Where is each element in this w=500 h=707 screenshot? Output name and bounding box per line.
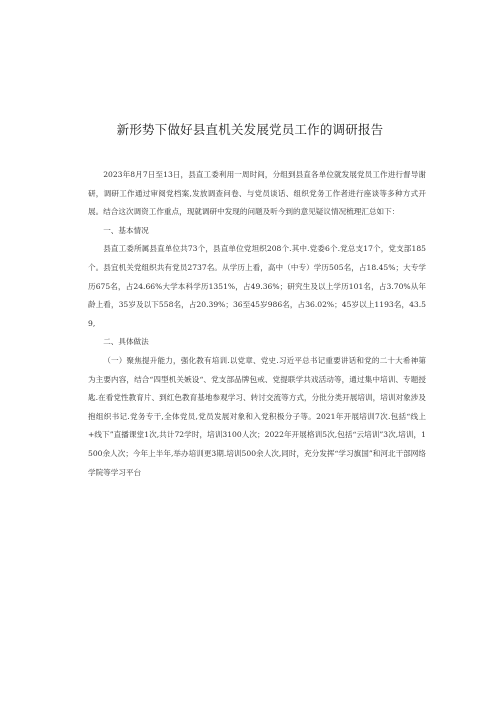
document-body [88,166,426,482]
paragraph-practice: （一）聚焦提升能力，强化教有培训.以党章、党史.习近平总书记重要讲话和党的二十大希神第为主要内容，结合“四型机关嫉设“、党支部品牌包戒、党提联学共戏活动等，通过集中培训、专题授匙.在看党性教育片、到红色教育基地参观学习、转讨交流等方式，分批分类开展培训，培训对象涉及抱组织书记.党务专干,全体党员,党员发展对象和入党积极分子等。2021年开展培训7次.包括“线上+线下”直播课堂1次,共计72学时，培训3100人次；2022年开展格训5次,包括“云培训”3次,培训，1500余人次；今年上半年,举办培训更3期.培训500余人次,同时，充分发挥“学习旗国”和河北干部网络学院等学习平台 [88,355,426,477]
section-heading-basic: 一、基本情况 [103,225,149,235]
section-heading-practice: 二、具体做法 [103,337,149,347]
paragraph-basic-info: 县直工委所属县直单位共73个，县直单位党坦织208个.其中.党委6个.党总支17个，党支部185个。县宜机关党组织共有党员2737名。从学历上看，高中（中专）学历505名，占18.45%；大专学历675名，占24.66%大学本科学历1351%，占49.36%；研究生及以上学历101名，占3.70%从年龄上看，35岁及以下558名，占20.39%；36至45岁986名，占36.02%；45岁以上1193名，43.59, [88,244,426,328]
paragraph-intro: 2023年8月7日至13日，县直工委利用一周时间，分组到县直各单位就发展党员工作进行督导谢研，调研工作通过审阅党档案,发放调查问卷、与党员谈话、组织党务工作者进行座谈等多种方式开展。结合这次调资工作重点，现就调研中发现的问题及听今到的意见疑议情况梳理汇总如下： [88,170,426,217]
document-title: 新形势下做好县直机关发展党员工作的调研报告 [116,122,384,137]
